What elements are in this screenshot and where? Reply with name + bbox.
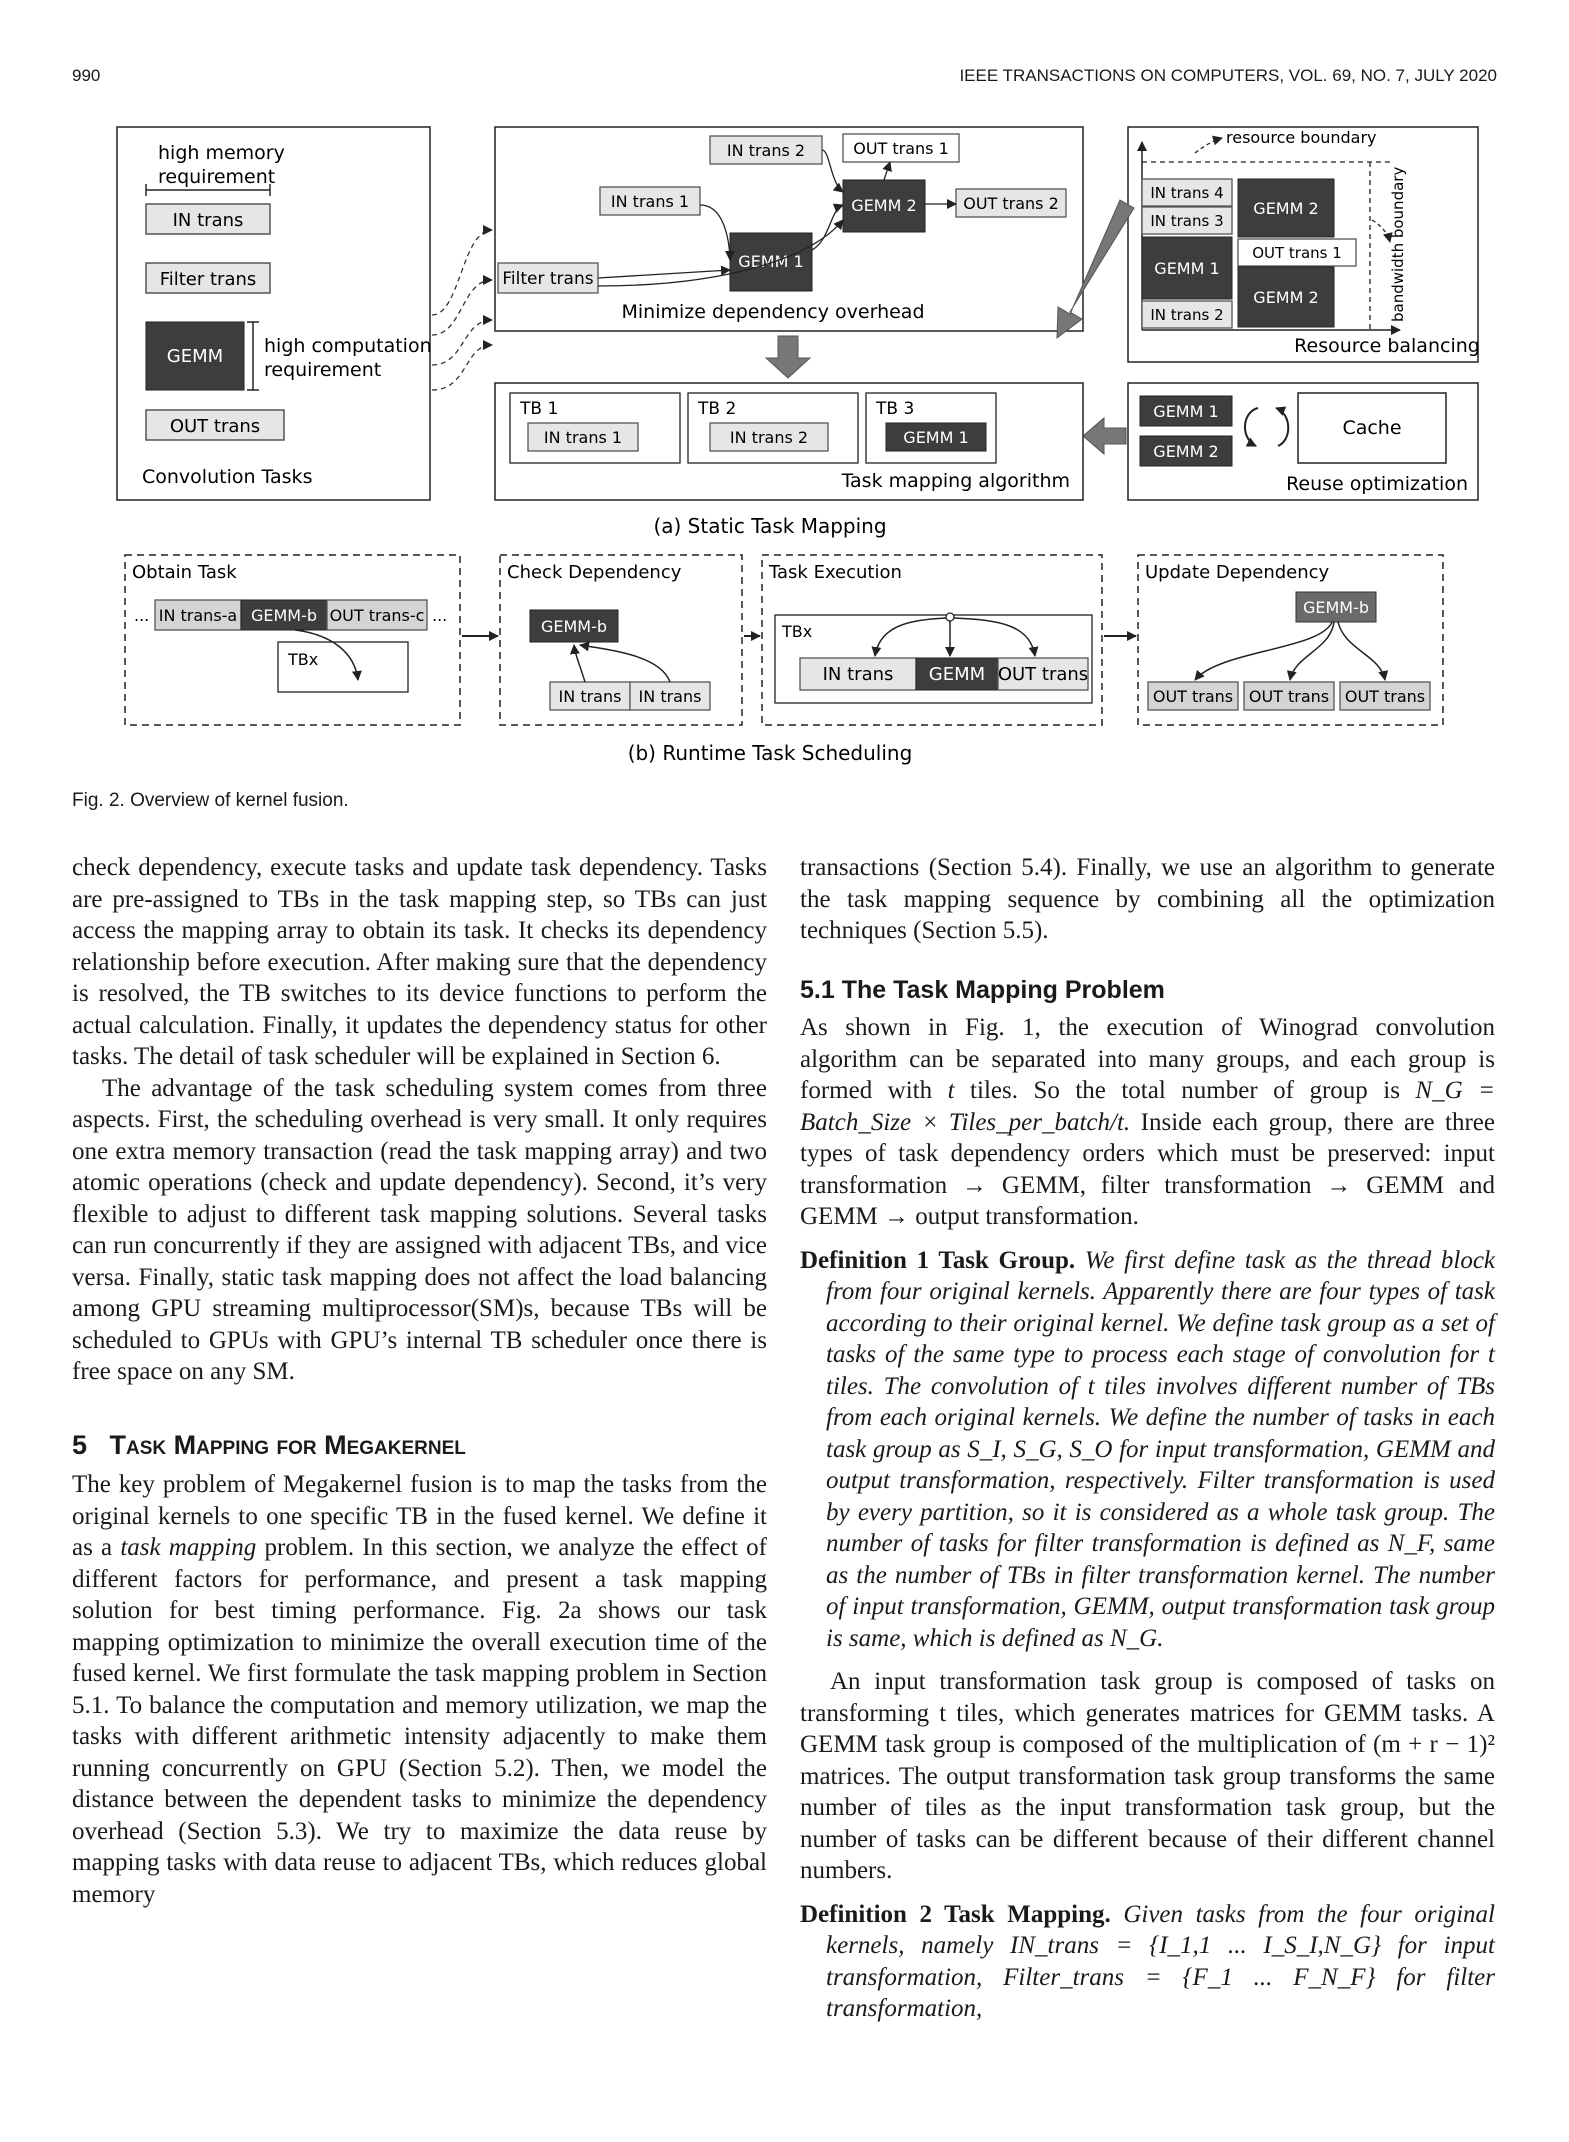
dep-out-trans-2: OUT trans 2 — [963, 194, 1059, 213]
res-gemm-2b: GEMM 2 — [1253, 288, 1319, 307]
tb1-label: TB 1 — [520, 399, 559, 419]
left-paragraph-3 — [72, 1469, 767, 1910]
dep-filter-trans: Filter trans — [502, 269, 594, 289]
exec-out-trans: OUT trans — [997, 664, 1089, 685]
figure-caption: Fig. 2. Overview of kernel fusion. — [72, 790, 349, 811]
conv-tasks-title: Convolution Tasks — [142, 466, 313, 488]
conv-out-trans: OUT trans — [169, 416, 261, 437]
obtain-out-trans-c: OUT trans-c — [329, 606, 425, 625]
update-out-trans-2: OUT trans — [1248, 687, 1330, 706]
section-5-title: Task Mapping for Megakernel — [109, 1429, 466, 1460]
figure-kernel-fusion — [70, 100, 1490, 780]
left-paragraph-2: The advantage of the task scheduling system comes from three aspects. First, the scheduling overhead is very small. It only requires one extra memory transaction (read the task mapping array) and two atomic operations (check and update dependency). Second, it’s very flexible to adjust to different task mapping solutions. Several tasks can run concurrently if they are assigned with adjacent TBs, and vice versa. Finally, static task mapping does not affect the load balancing among GPU streaming multiprocessor(SM)s, because TBs will be scheduled to GPUs with GPU’s internal TB scheduler once there is free space on any SM. — [72, 1074, 767, 1385]
section-5-heading — [72, 1430, 767, 1462]
tb2-label: TB 2 — [698, 399, 737, 419]
task-exec-title: Task Execution — [769, 562, 902, 583]
dep-in-trans-2: IN trans 2 — [726, 141, 806, 160]
p2-text-c: Inside each group, there are three types of task dependency orders which must be preserved: input transformation → GEMM, filter transformation → GEMM and GEMM → output transformation. — [800, 1108, 1495, 1230]
section-5-number: 5 — [72, 1429, 88, 1460]
map-panel-title: Task mapping algorithm — [841, 470, 1070, 492]
p3-text-b: problem. In this section, we analyze the effect of different factors for performance, and present a task mapping solution for best timing performance. Fig. 2a shows our task mapping optimization to minimize the overall execution time of the fused kernel. We first formulate the task mapping problem in Section 5.1. To balance the computation and memory utilization, we map the tasks with different arithmetic intensity adjacently to make them running concurrently on GPU (Section 5.2). Then, we model the distance between the dependent tasks to minimize the dependency overhead (Section 5.3). We try to maximize the data reuse by mapping tasks with data reuse to adjacent TBs, which reduces global memory — [72, 1534, 767, 1908]
obtain-gemm-b: GEMM-b — [250, 606, 318, 625]
reuse-gemm-1: GEMM 1 — [1153, 402, 1219, 421]
caption-a: (a) Static Task Mapping — [653, 514, 887, 538]
exec-gemm: GEMM — [928, 664, 986, 685]
high-mem-label-1: high memory — [158, 142, 285, 164]
update-dep-title: Update Dependency — [1145, 562, 1330, 583]
update-gemm-b: GEMM-b — [1302, 598, 1370, 617]
definition-2-text: Given tasks from the four original kernels, namely IN_trans = {I_1,1 ... I_S_I,N_G} for input transformation, Filter_trans = {F_1 ... F_N_F} for filter transformation, — [826, 1900, 1495, 2022]
exec-in-trans: IN trans — [822, 664, 894, 685]
definition-1 — [800, 1245, 1495, 1655]
obtain-tbx: TBx — [288, 650, 319, 669]
definition-1-text: We first define task as the thread block from four original kernels. Apparently there are four types of task according to their original kernel. We define task group as a set of tasks of the same type to process each stage of convolution for t tiles. The convolution of t tiles involves different number of TBs from each original kernels. We define the number of tasks in each task group as S_I, S_G, S_O for input transformation, GEMM and output transformation, respectively. Filter transformation is used by every partition, so it is considered as a whole task group. The number of tasks for filter transformation is defined as N_F, same as the number of TBs in filter transformation kernel. The number of input transformation, GEMM, output transformation task group is same, which is defined as N_G. — [826, 1246, 1496, 1652]
task-mapping-panel — [495, 383, 1083, 500]
p3-text-a: The key problem of Megakernel fusion is to map the tasks from the original kernels to one specific TB in the fused kernel. We define it as a — [72, 1471, 767, 1561]
resource-panel — [1128, 127, 1480, 362]
definition-1-label: Definition 1 Task Group. — [800, 1246, 1076, 1274]
right-column — [800, 852, 1495, 2025]
res-in-trans-2: IN trans 2 — [1150, 306, 1224, 324]
obtain-dots-left: ... — [134, 606, 150, 625]
exec-tbx: TBx — [782, 622, 813, 641]
res-out-trans-1: OUT trans 1 — [1252, 244, 1342, 262]
dependency-panel — [495, 127, 1083, 331]
page-number: 990 — [72, 66, 101, 85]
high-comp-label-1: high computation — [264, 335, 432, 357]
check-dep-title: Check Dependency — [507, 562, 682, 583]
dep-in-trans-1: IN trans 1 — [610, 192, 690, 211]
reuse-panel-title: Reuse optimization — [1286, 473, 1468, 495]
dep-out-trans-1: OUT trans 1 — [853, 139, 949, 158]
right-paragraph-1: transactions (Section 5.4). Finally, we use an algorithm to generate the task mapping sequence by combining all the optimization techniques (Section 5.5). — [800, 854, 1495, 944]
reuse-panel — [1128, 383, 1478, 500]
right-paragraph-3: An input transformation task group is composed of tasks on transforming t tiles, which generates matrices for GEMM tasks. A GEMM task group is composed of the multiplication of (m + r − 1)² matrices. The output transformation task group transforms the same number of tiles as the input transformation task group, but the number of tasks can be different because of their different channel numbers. — [800, 1668, 1495, 1884]
tb1-task: IN trans 1 — [543, 428, 623, 447]
section-5-1-heading: 5.1 The Task Mapping Problem — [800, 975, 1165, 1004]
conv-in-trans: IN trans — [172, 210, 244, 231]
dep-gemm-2: GEMM 2 — [851, 196, 917, 215]
res-gemm-1: GEMM 1 — [1154, 259, 1220, 278]
p3-emphasis: task mapping — [120, 1534, 257, 1561]
obtain-task-title: Obtain Task — [132, 562, 237, 583]
check-gemm-b: GEMM-b — [540, 617, 608, 636]
p2-text-a: As shown in Fig. 1, the execution of Winograd convolution algorithm can be separated into many groups, and each group is formed with — [800, 1014, 1495, 1104]
update-out-trans-1: OUT trans — [1152, 687, 1234, 706]
definition-2 — [800, 1899, 1495, 2025]
journal-header: IEEE TRANSACTIONS ON COMPUTERS, VOL. 69, NO. 7, JULY 2020 — [959, 66, 1497, 85]
runtime-scheduling — [125, 555, 1443, 725]
res-in-trans-3: IN trans 3 — [1150, 212, 1224, 230]
conv-filter-trans: Filter trans — [159, 269, 257, 290]
tb3-label: TB 3 — [876, 399, 915, 419]
conv-gemm: GEMM — [166, 346, 224, 367]
p2-var-t: t — [947, 1077, 955, 1104]
convolution-tasks-panel — [117, 127, 432, 500]
check-in-trans-1: IN trans — [558, 687, 622, 706]
check-in-trans-2: IN trans — [638, 687, 702, 706]
dep-panel-title: Minimize dependency overhead — [621, 301, 925, 323]
definition-2-label: Definition 2 Task Mapping. — [800, 1900, 1111, 1928]
bandwidth-boundary-label: bandwidth boundary — [1389, 166, 1407, 322]
cache-label: Cache — [1342, 417, 1402, 439]
tb2-task: IN trans 2 — [729, 428, 809, 447]
dep-gemm-1: GEMM 1 — [738, 252, 804, 271]
obtain-in-trans-a: IN trans-a — [158, 606, 238, 625]
res-panel-title: Resource balancing — [1294, 335, 1480, 357]
caption-b: (b) Runtime Task Scheduling — [627, 741, 913, 765]
tb3-task: GEMM 1 — [903, 428, 969, 447]
update-out-trans-3: OUT trans — [1344, 687, 1426, 706]
p2-formula: N_G = Batch_Size × Tiles_per_batch/t. — [800, 1077, 1495, 1136]
high-mem-label-2: requirement — [158, 166, 276, 188]
left-column — [72, 852, 767, 1910]
res-in-trans-4: IN trans 4 — [1150, 184, 1224, 202]
left-paragraph-1: check dependency, execute tasks and update task dependency. Tasks are pre-assigned to TBs in the task mapping step, so TBs can just access the mapping array to obtain its task. It checks its dependency relationship before execution. After making sure that the dependency is resolved, the TB switches to its device functions to perform the actual calculation. Finally, it updates the dependency status for other tasks. The detail of task scheduler will be explained in Section 6. — [72, 854, 767, 1070]
p2-text-b: tiles. So the total number of group is — [954, 1077, 1416, 1104]
reuse-gemm-2: GEMM 2 — [1153, 442, 1219, 461]
res-gemm-2: GEMM 2 — [1253, 199, 1319, 218]
high-comp-label-2: requirement — [264, 359, 382, 381]
obtain-dots-right: ... — [432, 606, 448, 625]
resource-boundary-label: resource boundary — [1226, 128, 1377, 147]
right-paragraph-2 — [800, 1012, 1495, 1233]
